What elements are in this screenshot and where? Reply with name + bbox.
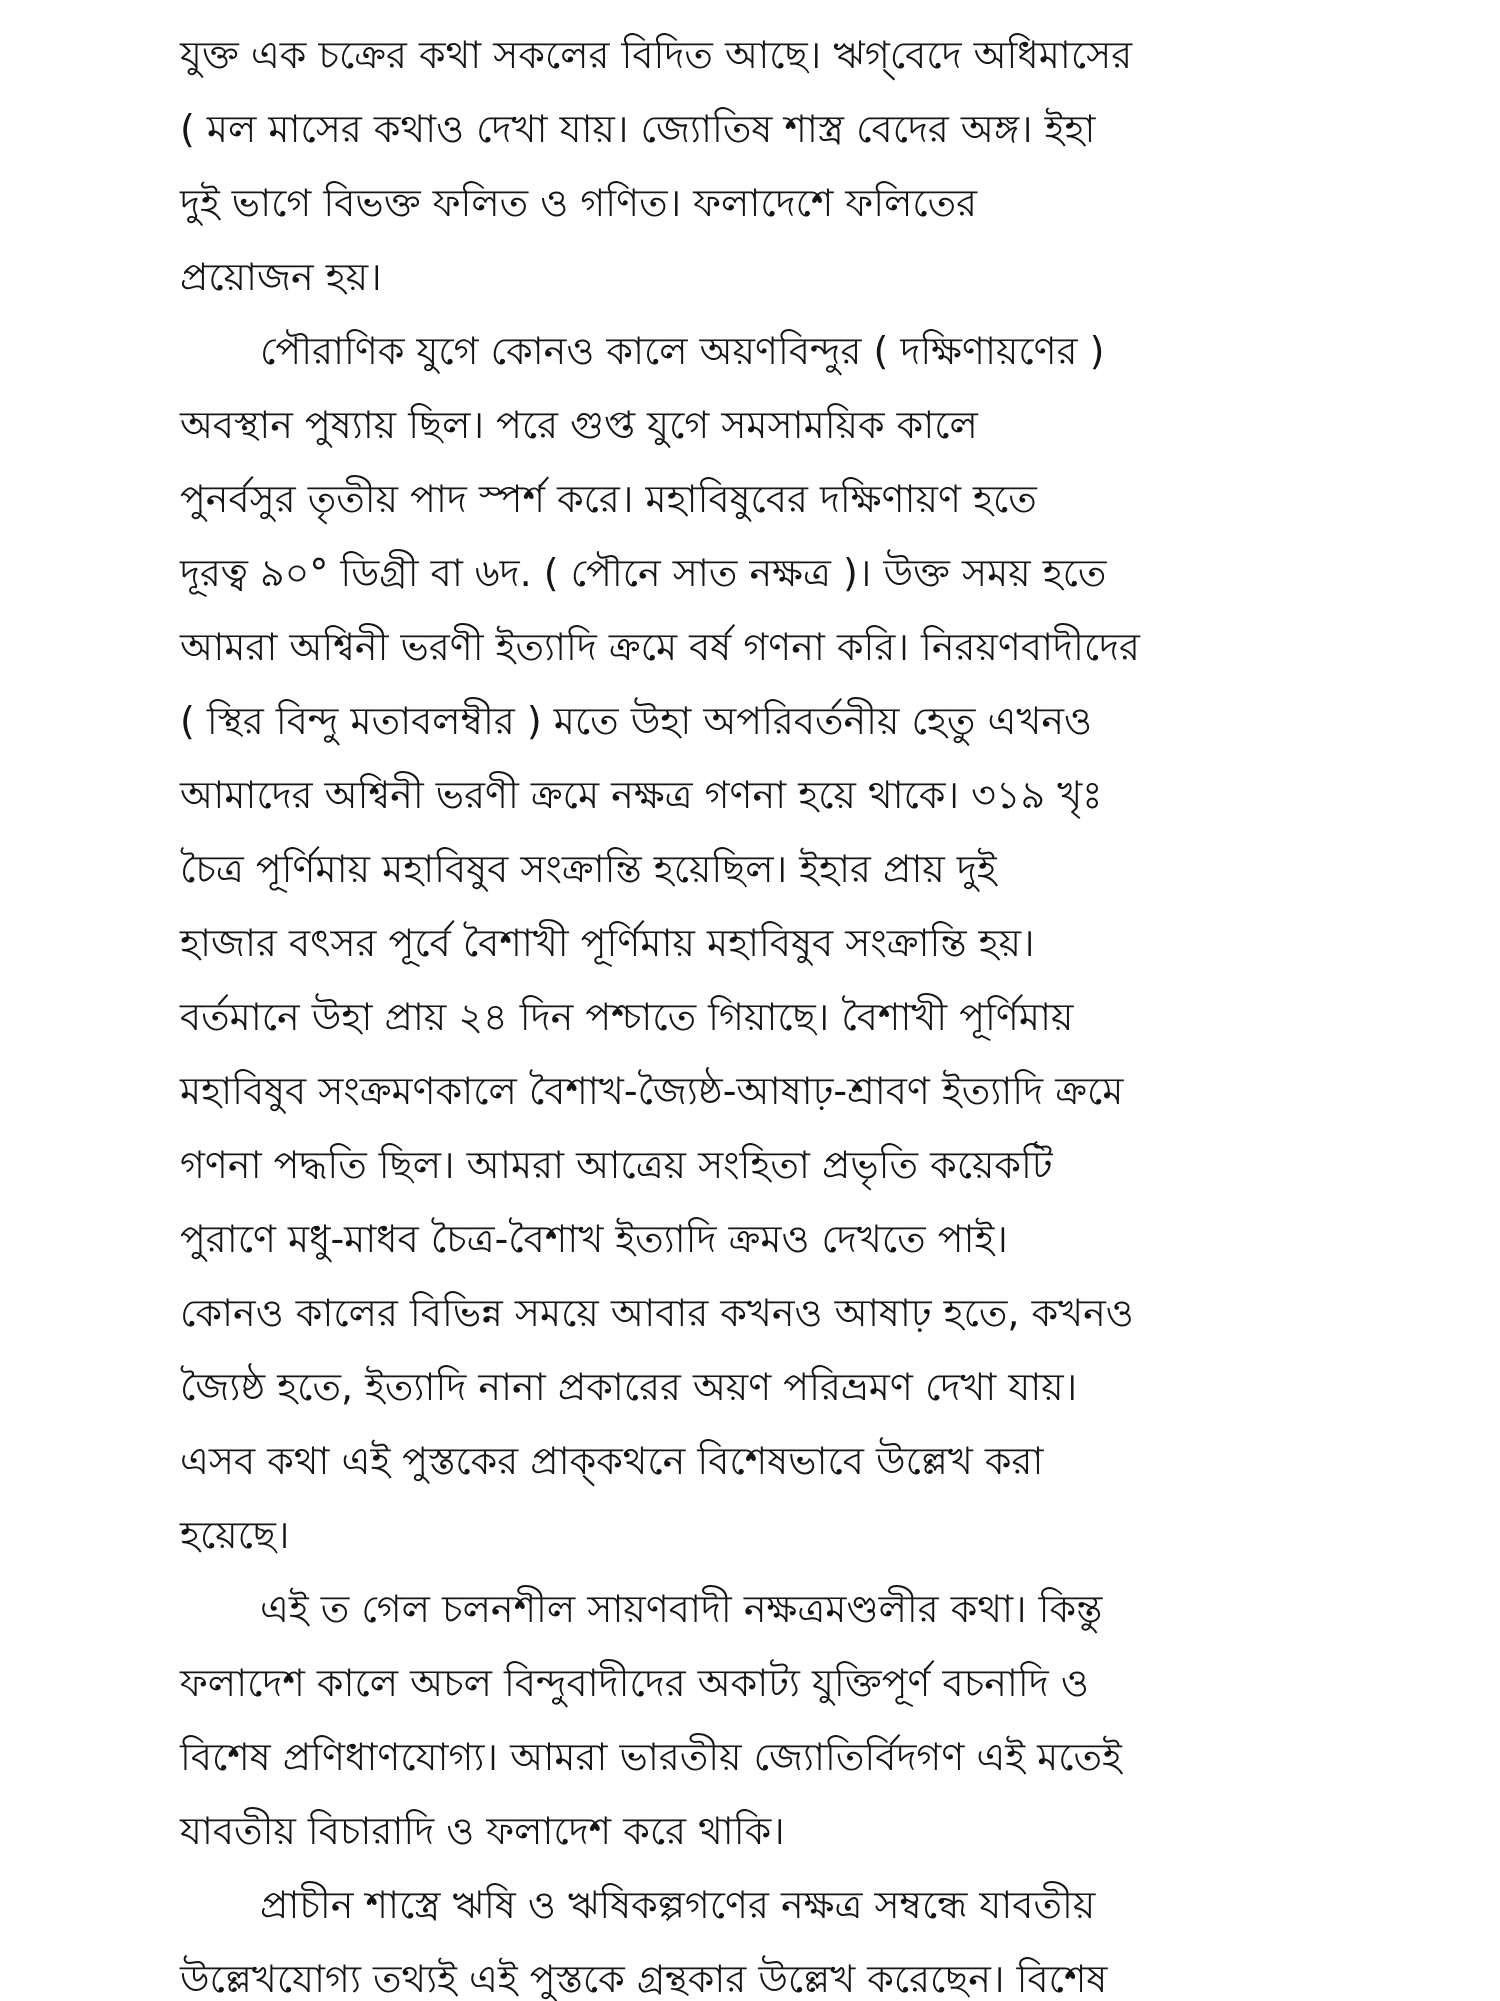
text-line-3: দুই ভাগে বিভক্ত ফলিত ও গণিত। ফলাদেশে ফলিতের: [180, 181, 978, 225]
scanned-book-page: [180, 12, 1340, 2001]
text-line-6: অবস্থান পুষ্যায় ছিল। পরে গুপ্ত যুগে সমসাময়িক কালে: [180, 403, 978, 447]
text-line-17: পুরাণে মধু-মাধব চৈত্র-বৈশাখ ইত্যাদি ক্রমও দেখতে পাই।: [180, 1217, 1008, 1261]
text-line-27: উল্লেখযোগ্য তথ্যই এই পুস্তকে গ্রন্থকার উল্লেখ করেছেন। বিশেষ: [180, 1957, 1108, 2001]
text-line-19: জ্যৈষ্ঠ হতে, ইত্যাদি নানা প্রকারের অয়ণ পরিভ্রমণ দেখা যায়।: [180, 1365, 1078, 1409]
text-line-14: বর্তমানে উহা প্রায় ২৪ দিন পশ্চাতে গিয়াছে। বৈশাখী পূর্ণিমায়: [180, 995, 1074, 1039]
text-line-1: যুক্ত এক চক্রের কথা সকলের বিদিত আছে। ঋগ্‌বেদে অধিমাসের: [180, 33, 1133, 77]
text-line-18: কোনও কালের বিভিন্ন সময়ে আবার কখনও আষাঢ় হতে, কখনও: [180, 1291, 1134, 1335]
text-line-13: হাজার বৎসর পূর্বে বৈশাখী পূর্ণিমায় মহাবিষুব সংক্রান্তি হয়।: [180, 921, 1035, 965]
text-line-4: প্রয়োজন হয়।: [180, 255, 382, 299]
text-line-22: এই ত গেল চলনশীল সায়ণবাদী নক্ষত্রমণ্ডলীর কথা। কিন্তু: [260, 1587, 1103, 1631]
text-line-2: ( মল মাসের কথাও দেখা যায়। জ্যোতিষ শাস্ত্র বেদের অঙ্গ। ইহা: [180, 107, 1096, 151]
text-line-5: পৌরাণিক যুগে কোনও কালে অয়ণবিন্দুর ( দক্ষিণায়ণের ): [260, 329, 1105, 373]
text-line-21: হয়েছে।: [180, 1513, 290, 1557]
text-line-11: আমাদের অশ্বিনী ভরণী ক্রমে নক্ষত্র গণনা হয়ে থাকে। ৩১৯ খৃঃ: [180, 773, 1103, 817]
text-line-15: মহাবিষুব সংক্রমণকালে বৈশাখ-জ্যৈষ্ঠ-আষাঢ়-শ্রাবণ ইত্যাদি ক্রমে: [180, 1069, 1124, 1113]
text-line-9: আমরা অশ্বিনী ভরণী ইত্যাদি ক্রমে বর্ষ গণনা করি। নিরয়ণবাদীদের: [180, 625, 1140, 669]
text-line-16: গণনা পদ্ধতি ছিল। আমরা আত্রেয় সংহিতা প্রভৃতি কয়েকটি: [180, 1143, 1053, 1187]
text-line-25: যাবতীয় বিচারাদি ও ফলাদেশ করে থাকি।: [180, 1809, 785, 1853]
text-line-20: এসব কথা এই পুস্তকের প্রাক্‌কথনে বিশেষভাবে উল্লেখ করা: [180, 1439, 1044, 1483]
text-line-26: প্রাচীন শাস্ত্রে ঋষি ও ঋষিকল্পগণের নক্ষত্র সম্বন্ধে যাবতীয়: [260, 1883, 1096, 1927]
text-line-23: ফলাদেশ কালে অচল বিন্দুবাদীদের অকাট্য যুক্তিপূর্ণ বচনাদি ও: [180, 1661, 1089, 1705]
text-line-12: চৈত্র পূর্ণিমায় মহাবিষুব সংক্রান্তি হয়েছিল। ইহার প্রায় দুই: [180, 847, 997, 891]
text-line-10: ( স্থির বিন্দু মতাবলম্বীর ) মতে উহা অপরিবর্তনীয় হেতু এখনও: [180, 699, 1093, 743]
text-line-8: দূরত্ব ৯০° ডিগ্রী বা ৬দ. ( পৌনে সাত নক্ষত্র )। উক্ত সময় হতে: [180, 551, 1107, 595]
text-line-24: বিশেষ প্রণিধাণযোগ্য। আমরা ভারতীয় জ্যোতির্বিদগণ এই মতেই: [180, 1735, 1122, 1779]
text-line-7: পুনর্বসুর তৃতীয় পাদ স্পর্শ করে। মহাবিষুবের দক্ষিণায়ণ হতে: [180, 477, 1037, 521]
